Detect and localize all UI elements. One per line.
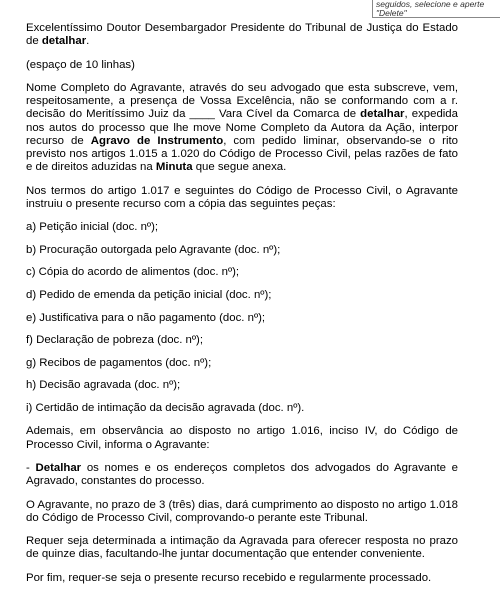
list-item-doc-b[interactable]: b) Procuração outorgada pelo Agravante (doc. nº); <box>26 243 281 256</box>
instruction-note-line-2: "Delete" <box>376 8 407 18</box>
addressee-paragraph[interactable] <box>26 22 458 48</box>
addressee-suffix: . <box>86 35 90 48</box>
list-item-doc-c[interactable]: c) Cópia do acordo de alimentos (doc. nº); <box>26 266 240 279</box>
intro-minuta: Minuta <box>155 161 193 174</box>
list-item-doc-f[interactable]: f) Declaração de pobreza (doc. nº); <box>26 334 204 347</box>
lawyers-paragraph[interactable] <box>26 462 458 488</box>
intro-placeholder-comarca: detalhar <box>360 108 405 121</box>
addressee-text: Excelentíssimo Doutor Desembargador Presidente do Tribunal de Justiça do Estado de <box>26 22 458 48</box>
terms-paragraph[interactable]: Nos termos do artigo 1.017 e seguintes do Código de Processo Civil, o Agravante instruiu o presente recurso com a cópia das seguintes peças: <box>26 184 458 210</box>
lawyers-text: os nomes e os endereços completos dos advogados do Agravante e Agravado, constantes do processo. <box>26 461 459 488</box>
observance-paragraph[interactable]: Ademais, em observância ao disposto no artigo 1.016, inciso IV, do Código de Processo Civil, informa o Agravante: <box>26 425 458 451</box>
closing-paragraph[interactable]: Por fim, requer-se seja o presente recurso recebido e regularmente processado. <box>26 571 432 584</box>
list-item-doc-e[interactable]: e) Justificativa para o não pagamento (doc. nº); <box>26 311 266 324</box>
list-item-doc-a[interactable]: a) Petição inicial (doc. nº); <box>26 221 159 234</box>
spacing-note: (espaço de 10 linhas) <box>26 58 135 71</box>
lawyers-dash: - <box>26 461 36 474</box>
list-item-doc-i[interactable]: i) Certidão de intimação da decisão agravada (doc. nº). <box>26 401 305 414</box>
request-paragraph[interactable]: Requer seja determinada a intimação da Agravada para oferecer resposta no prazo de quinze dias, facultando-lhe juntar documentação que entender conveniente. <box>26 535 458 561</box>
list-item-doc-d[interactable]: d) Pedido de emenda da petição inicial (doc. nº); <box>26 288 272 301</box>
intro-text-1: Nome Completo do Agravante, através do seu advogado que esta subscreve, vem, respeitosamente, a presença de Vossa Excelência, não se conformando com a r. decisão do Meritíssimo Juiz da ____ Vara Cível da Comarca de <box>26 81 458 121</box>
list-item-doc-g[interactable]: g) Recibos de pagamentos (doc. nº); <box>26 356 212 369</box>
intro-paragraph[interactable] <box>26 82 458 174</box>
intro-recurso-name: Agravo de Instrumento <box>90 134 224 147</box>
instruction-note <box>372 0 500 18</box>
intro-text-2: , expedida nos autos do processo que lhe move Nome Completo da Autora da Ação, interpor recurso de <box>26 108 458 147</box>
document-body[interactable] <box>26 22 458 595</box>
intro-text-3: , com pedido liminar, observando-se o rito previsto nos artigos 1.015 a 1.020 do Código de Processo Civil, pelas razões de fato e de direitos aduzidas na <box>26 134 459 174</box>
lawyers-placeholder: Detalhar <box>35 461 82 474</box>
deadline-paragraph[interactable]: O Agravante, no prazo de 3 (três) dias, dará cumprimento ao disposto no artigo 1.018 do Código de Processo Civil, comprovando-o perante este Tribunal. <box>26 498 458 524</box>
intro-text-4: que segue anexa. <box>192 161 287 174</box>
addressee-placeholder: detalhar <box>41 35 87 48</box>
instruction-note-line-1: seguidos, selecione e aperte <box>376 0 485 9</box>
list-item-doc-h[interactable]: h) Decisão agravada (doc. nº); <box>26 379 181 392</box>
